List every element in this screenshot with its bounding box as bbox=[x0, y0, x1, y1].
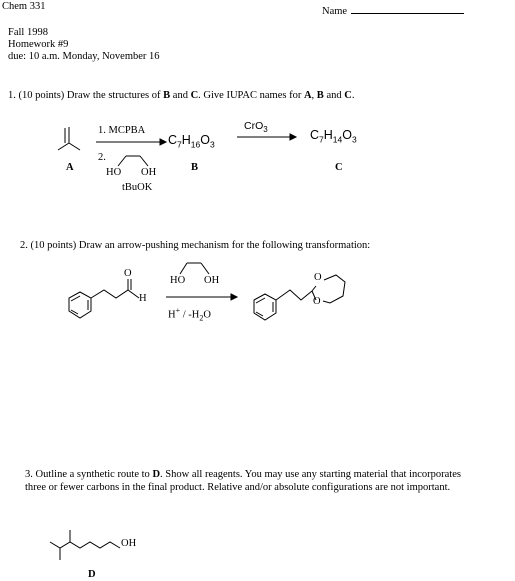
q1-oxidant: CrO$_3$ bbox=[244, 120, 268, 135]
question-3-line-1: 3. Outline a synthetic route to D. Show all reagents. You may use any starting material that incorporates bbox=[25, 469, 461, 480]
label-b: B bbox=[191, 162, 199, 173]
compound-d-structure bbox=[50, 530, 120, 560]
q1-base: tBuOK bbox=[122, 182, 153, 193]
course-title: Chem 331 bbox=[2, 1, 46, 12]
compound-d-oh: OH bbox=[121, 538, 137, 549]
q1-reagent-1: 1. MCPBA bbox=[98, 125, 146, 136]
name-label: Name bbox=[322, 6, 348, 17]
q2-ring-o-top: O bbox=[314, 272, 322, 283]
formula-c: $C_7H_{14}O_3$ bbox=[310, 128, 357, 145]
q1-diol-oh: OH bbox=[141, 167, 157, 178]
question-1-text: 1. (10 points) Draw the structures of B and C. Give IUPAC names for A, B and C. bbox=[8, 90, 355, 101]
label-a: A bbox=[66, 162, 74, 173]
formula-b: $C_7H_{16}O_3$ bbox=[168, 133, 215, 150]
homework-number: Homework #9 bbox=[8, 39, 69, 50]
q1-reagent-2-number: 2. bbox=[98, 152, 106, 163]
q2-diol-oh: OH bbox=[204, 275, 220, 286]
label-c: C bbox=[335, 162, 343, 173]
question-2-text: 2. (10 points) Draw an arrow-pushing mechanism for the following transformation: bbox=[20, 240, 371, 251]
term: Fall 1998 bbox=[8, 27, 48, 38]
question-3-line-2: three or fewer carbons in the final product. Relative and/or absolute configurations are not important. bbox=[25, 482, 451, 493]
q2-diol-ho: HO bbox=[170, 275, 186, 286]
q2-aldehyde-h: H bbox=[139, 293, 147, 304]
q1-diol-ho: HO bbox=[106, 167, 122, 178]
q2-ring-o-bottom: O bbox=[313, 296, 321, 307]
q2-aldehyde-o: O bbox=[124, 268, 132, 279]
label-d: D bbox=[88, 569, 96, 580]
q2-conditions: $H^+ / -H_2O$ bbox=[168, 306, 211, 323]
due-date: due: 10 a.m. Monday, November 16 bbox=[8, 51, 160, 62]
